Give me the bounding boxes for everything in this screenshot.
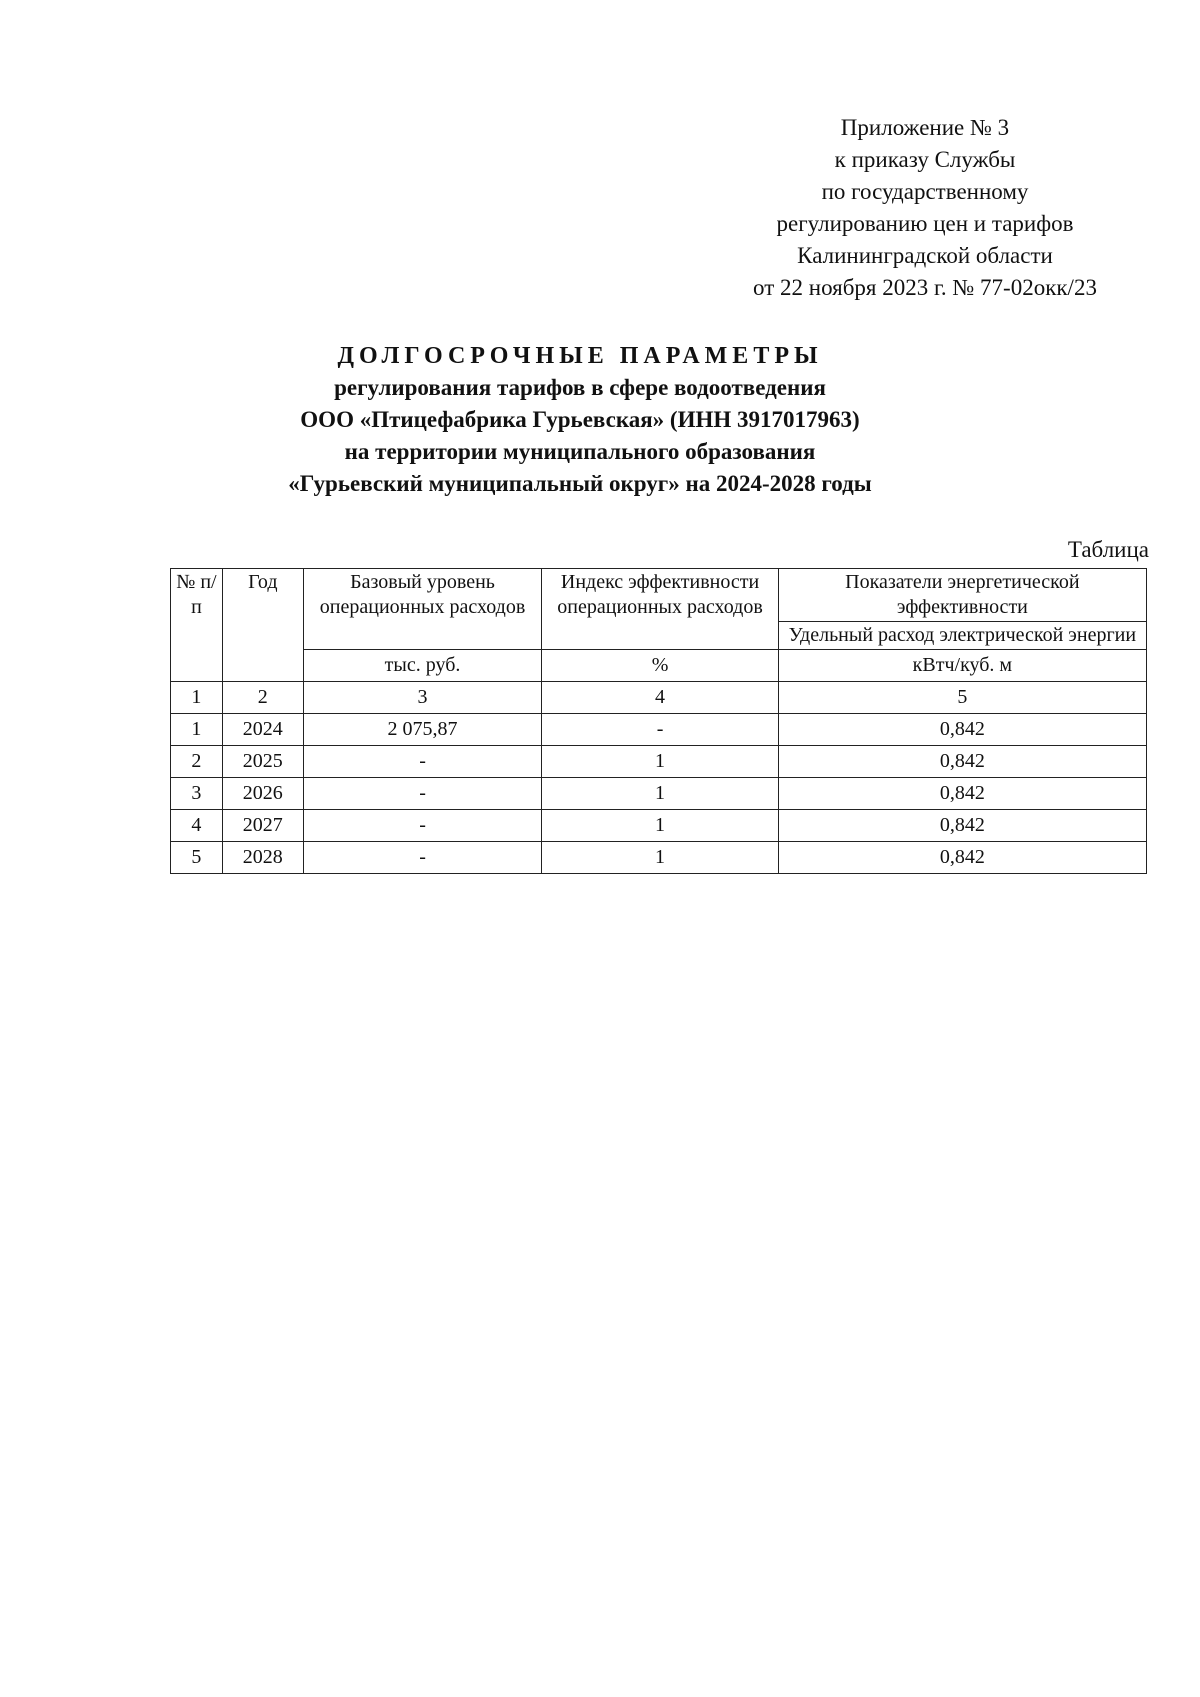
units-row [171,650,1147,682]
column-number: 3 [303,682,542,714]
table-label: Таблица [1067,537,1149,562]
row-base-level: - [303,778,542,810]
row-specific-consumption: 0,842 [778,842,1146,874]
appendix-line: к приказу Службы [834,147,1016,172]
appendix-reference [690,112,1160,304]
row-year: 2028 [222,842,303,874]
row-specific-consumption: 0,842 [778,746,1146,778]
appendix-line: регулированию цен и тарифов [776,211,1074,236]
column-number: 2 [222,682,303,714]
row-number: 4 [171,810,223,842]
title-line: «Гурьевский муниципальный округ» на 2024-2028 годы [288,471,872,496]
appendix-line: Калининградской области [797,243,1053,268]
row-year: 2024 [222,714,303,746]
row-efficiency-index: 1 [542,778,778,810]
table-row [171,810,1147,842]
header-number: № п/п [171,569,223,682]
column-number: 1 [171,682,223,714]
table-row [171,714,1147,746]
row-efficiency-index: 1 [542,810,778,842]
row-number: 2 [171,746,223,778]
row-year: 2025 [222,746,303,778]
header-energy-efficiency: Показатели энергетической эффективности [778,569,1146,622]
row-base-level: - [303,842,542,874]
row-efficiency-index: 1 [542,746,778,778]
row-specific-consumption: 0,842 [778,810,1146,842]
unit-cell: % [542,650,778,682]
unit-cell: кВтч/куб. м [778,650,1146,682]
row-year: 2027 [222,810,303,842]
row-year: 2026 [222,778,303,810]
header-efficiency-index: Индекс эффективности операционных расходов [542,569,778,650]
header-specific-consumption: Удельный расход электрической энергии [778,622,1146,650]
unit-cell: тыс. руб. [303,650,542,682]
row-number: 5 [171,842,223,874]
parameters-table [170,568,1147,874]
title-heading: ДОЛГОСРОЧНЫЕ ПАРАМЕТРЫ [337,343,823,369]
row-efficiency-index: 1 [542,842,778,874]
table-row [171,746,1147,778]
header-year: Год [222,569,303,682]
row-specific-consumption: 0,842 [778,714,1146,746]
header-row [171,569,1147,622]
row-base-level: 2 075,87 [303,714,542,746]
column-number: 4 [542,682,778,714]
table-row [171,778,1147,810]
title-line: на территории муниципального образования [344,439,816,464]
appendix-line: от 22 ноября 2023 г. № 77-02окк/23 [753,275,1097,300]
row-base-level: - [303,810,542,842]
title-line: регулирования тарифов в сфере водоотведения [334,375,826,400]
title-line: ООО «Птицефабрика Гурьевская» (ИНН 3917017963) [300,407,860,432]
header-base-level: Базовый уровень операционных расходов [303,569,542,650]
appendix-line: по государственному [821,179,1029,204]
row-specific-consumption: 0,842 [778,778,1146,810]
table-row [171,842,1147,874]
column-number: 5 [778,682,1146,714]
appendix-line: Приложение № 3 [840,115,1010,140]
row-base-level: - [303,746,542,778]
row-number: 1 [171,714,223,746]
row-efficiency-index: - [542,714,778,746]
row-number: 3 [171,778,223,810]
column-number-row [171,682,1147,714]
document-title [150,340,1010,500]
